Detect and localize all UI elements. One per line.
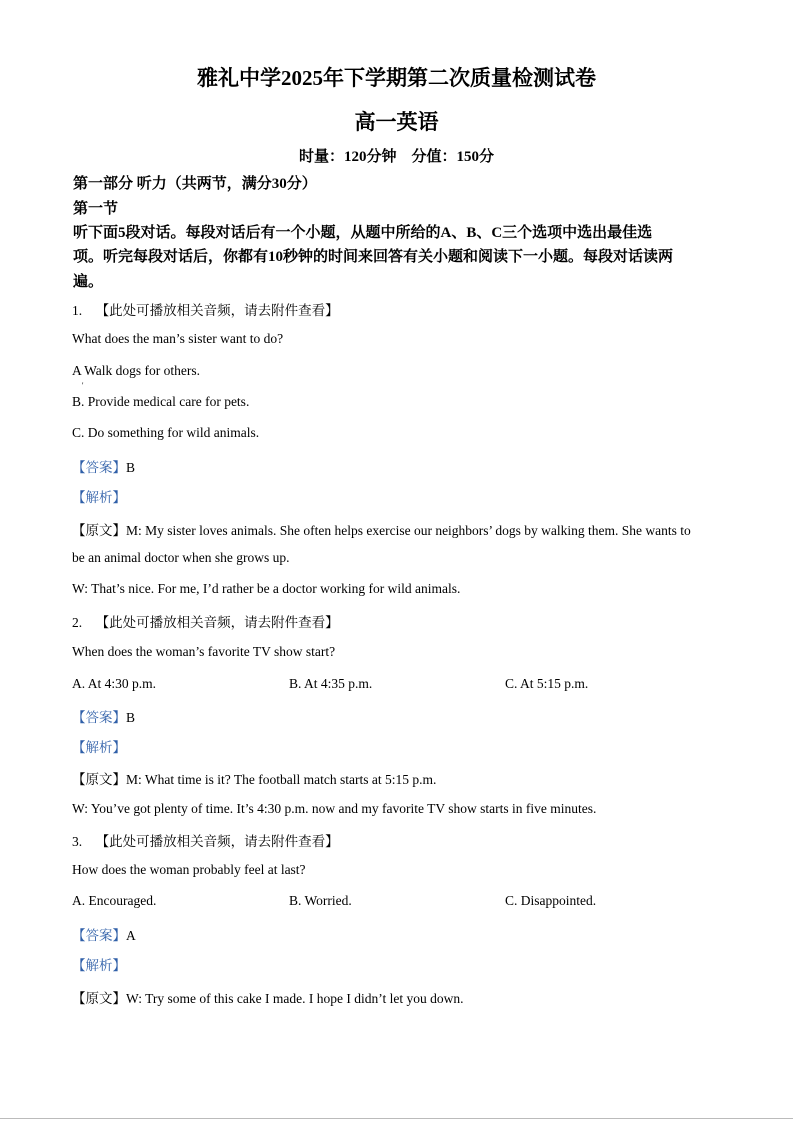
transcript-label: 【原文】 (72, 523, 126, 538)
transcript-line: be an animal doctor when she grows up. (72, 550, 290, 565)
answer-line (72, 706, 135, 726)
question-number (72, 299, 339, 319)
question-number (72, 611, 339, 631)
answer-label: 【答案】 (72, 460, 126, 475)
option-a: A. Encouraged. (72, 893, 157, 908)
transcript-label: 【原文】 (72, 991, 126, 1006)
question-text: When does the woman’s favorite TV show start? (72, 644, 336, 659)
option-b: B. At 4:35 p.m. (289, 676, 373, 691)
answer-value: B (126, 710, 136, 725)
audio-note[interactable]: 【此处可播放相关音频，请去附件查看】 (95, 615, 339, 630)
transcript-text: W: Try some of this cake I made. I hope I didn’t let you down. (126, 991, 464, 1006)
question-number (72, 830, 339, 850)
subsection-heading: 第一节 (73, 201, 119, 217)
page-bottom-divider (0, 1118, 793, 1119)
instructions-line: 听下面5段对话。每段对话后有一个小题，从题中所给的A、B、C三个选项中选出最佳选 (73, 225, 653, 241)
transcript-line: W: You’ve got plenty of time. It’s 4:30 p.m. now and my favorite TV show starts in five minutes. (72, 801, 597, 816)
option-c: C. At 5:15 p.m. (505, 676, 589, 691)
transcript-label: 【原文】 (72, 772, 126, 787)
question-number: 1. (72, 303, 83, 318)
question-number: 2. (72, 615, 83, 630)
audio-note[interactable]: 【此处可播放相关音频，请去附件查看】 (95, 303, 339, 318)
stray-mark: ' (82, 381, 84, 390)
option-c: C. Disappointed. (505, 893, 597, 908)
analysis-label: 【解析】 (72, 740, 126, 755)
option-a: A Walk dogs for others. (72, 363, 201, 378)
answer-value: B (126, 460, 136, 475)
answer-line (72, 456, 135, 476)
answer-label: 【答案】 (72, 928, 126, 943)
instructions-line: 项。听完每段对话后，你都有10秒钟的时间来回答有关小题和阅读下一小题。每段对话读两 (73, 249, 674, 265)
question-text: How does the woman probably feel at last? (72, 862, 306, 877)
option-b: B. Worried. (289, 893, 352, 908)
section-heading: 第一部分 听力（共两节，满分30分） (73, 176, 317, 192)
time-score: 时量：120分钟 分值：150分 (298, 149, 494, 165)
transcript-line: W: That’s nice. For me, I’d rather be a doctor working for wild animals. (72, 581, 461, 596)
exam-title: 雅礼中学2025年下学期第二次质量检测试卷 (197, 66, 596, 90)
transcript-line (72, 768, 436, 788)
answer-label: 【答案】 (72, 710, 126, 725)
analysis-label: 【解析】 (72, 490, 126, 505)
question-number: 3. (72, 834, 83, 849)
question-text: What does the man’s sister want to do? (72, 331, 284, 346)
transcript-text: M: What time is it? The football match starts at 5:15 p.m. (126, 772, 437, 787)
audio-note[interactable]: 【此处可播放相关音频，请去附件查看】 (95, 834, 339, 849)
subject-title: 高一英语 (354, 110, 439, 134)
option-a: A. At 4:30 p.m. (72, 676, 157, 691)
instructions-line: 遍。 (73, 274, 104, 290)
option-c: C. Do something for wild animals. (72, 425, 260, 440)
transcript-text: M: My sister loves animals. She often helps exercise our neighbors’ dogs by walking them. She wants to (126, 523, 691, 538)
answer-value: A (126, 928, 136, 943)
transcript-line (72, 519, 691, 539)
option-b: B. Provide medical care for pets. (72, 394, 250, 409)
transcript-line (72, 987, 463, 1007)
analysis-label: 【解析】 (72, 958, 126, 973)
answer-line (72, 924, 136, 944)
